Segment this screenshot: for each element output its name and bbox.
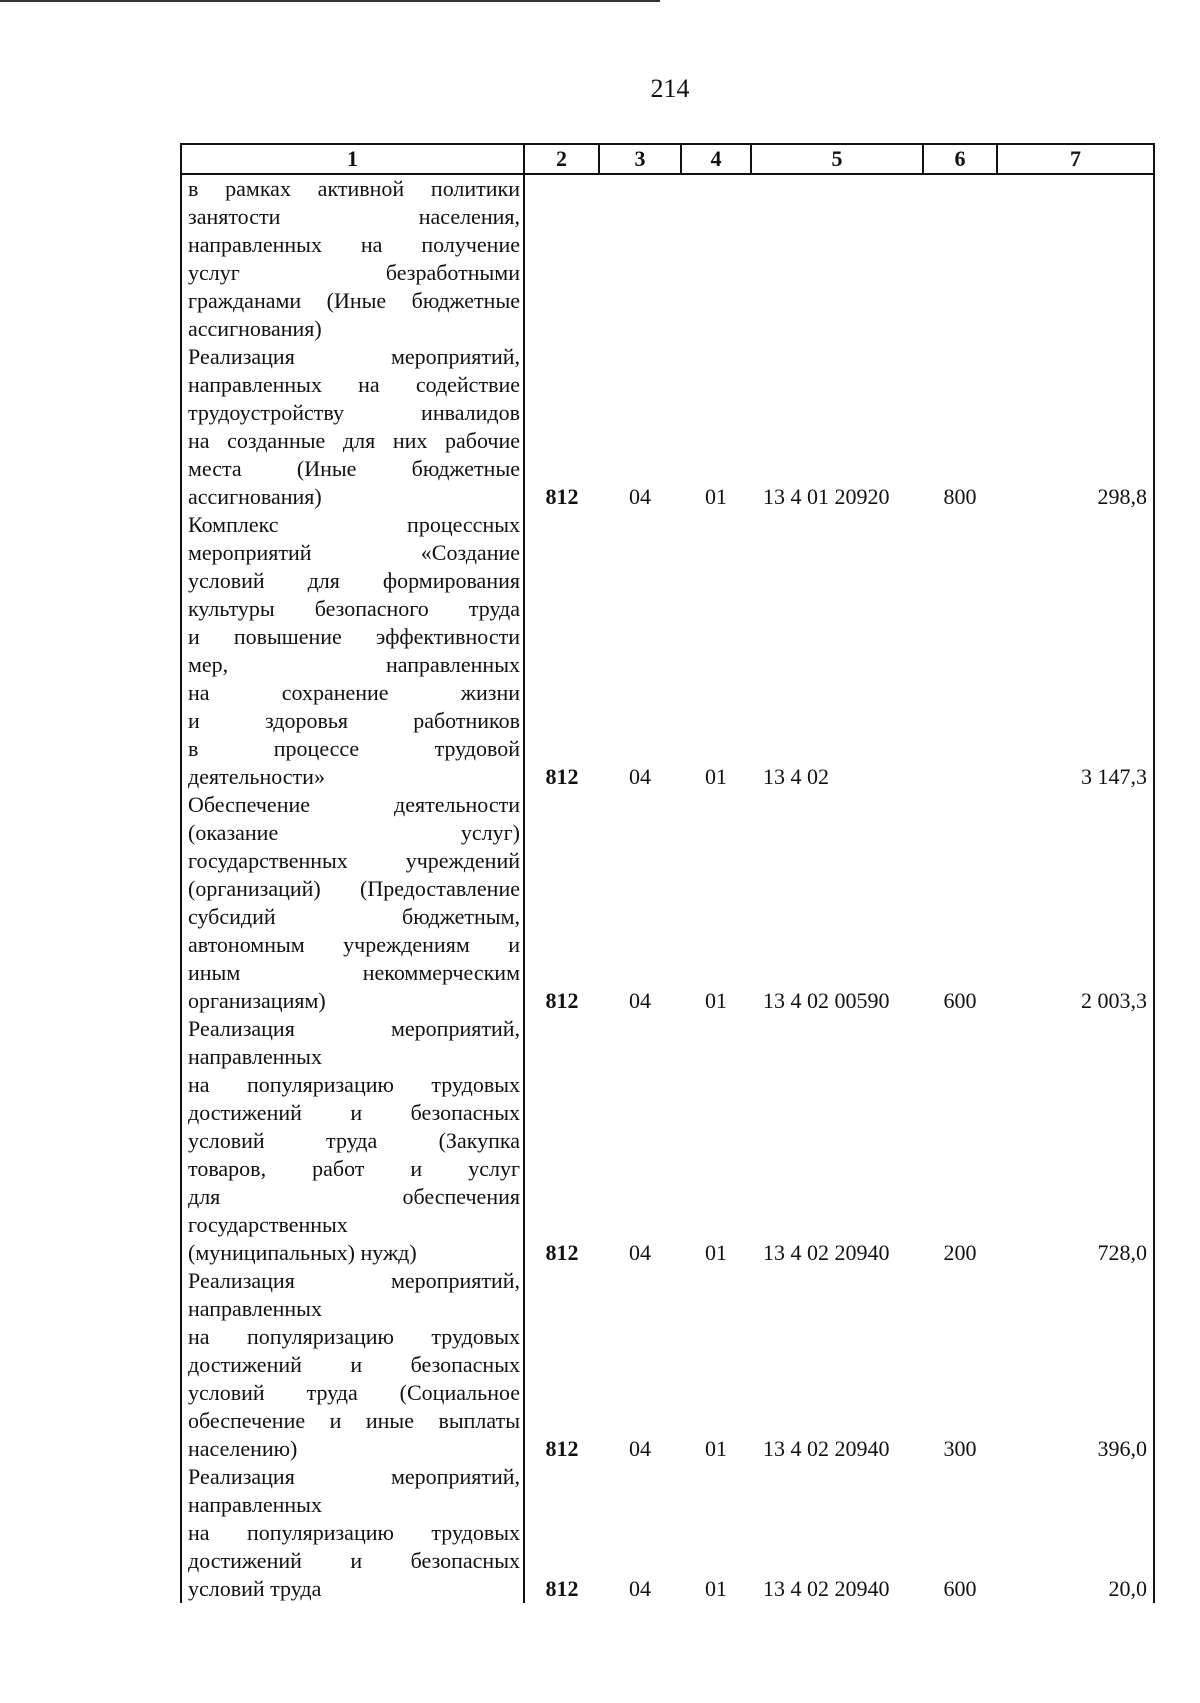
expense-type-code (923, 511, 997, 791)
item-description (181, 511, 524, 791)
description-line: условий труда (188, 1576, 322, 1601)
table-row (181, 791, 1154, 1015)
expense-type-code: 800 (943, 484, 977, 509)
amount-value (997, 174, 1154, 343)
header-cell: 3 (599, 144, 681, 174)
description-line: ассигнования) (188, 484, 322, 509)
description-line: иным некоммерческим (188, 960, 520, 985)
description-line: трудоустройству инвалидов (188, 400, 520, 425)
description-line: ассигнования) (188, 316, 322, 341)
page-number: 214 (650, 74, 690, 103)
table-body (181, 174, 1154, 1603)
description-line: достижений и безопасных (188, 1548, 520, 1573)
top-rule (0, 0, 660, 2)
expense-type-code: 300 (943, 1436, 977, 1461)
description-line: Реализация мероприятий, (188, 1464, 520, 1489)
description-line: Комплекс процессных (188, 512, 520, 537)
description-line: достижений и безопасных (188, 1100, 520, 1125)
item-description (181, 343, 524, 511)
description-line: Реализация мероприятий, (188, 344, 520, 369)
description-line: места (Иные бюджетные (188, 456, 520, 481)
description-line: в процессе трудовой (188, 736, 520, 761)
section-code: 04 (629, 484, 651, 509)
header-cell: 7 (997, 144, 1154, 174)
description-line: направленных на получение (188, 232, 520, 257)
description-line: для обеспечения (188, 1184, 520, 1209)
expense-type-code: 200 (943, 1240, 977, 1265)
section-code: 04 (629, 1576, 651, 1601)
ministry-code: 812 (545, 1240, 579, 1265)
item-description (181, 1463, 524, 1603)
amount-value: 728,0 (997, 1015, 1154, 1267)
header-cell: 5 (751, 144, 923, 174)
subsection-code: 01 (705, 988, 727, 1013)
section-code: 04 (629, 764, 651, 789)
description-line: государственных (188, 1212, 348, 1237)
table-row (181, 511, 1154, 791)
ministry-code (524, 174, 599, 343)
target-article-code: 13 4 02 20940 (763, 1240, 890, 1265)
amount-value: 3 147,3 (997, 511, 1154, 791)
target-article-code: 13 4 02 (763, 764, 829, 789)
description-line: гражданами (Иные бюджетные (188, 288, 520, 313)
description-line: услуг безработными (188, 260, 520, 285)
description-line: обеспечение и иные выплаты (188, 1408, 520, 1433)
description-line: занятости населения, (188, 204, 520, 229)
budget-table (180, 143, 1155, 1603)
ministry-code: 812 (545, 484, 579, 509)
table-row (181, 1463, 1154, 1603)
item-description (181, 791, 524, 1015)
header-cell: 4 (681, 144, 751, 174)
description-line: субсидий бюджетным, (188, 904, 520, 929)
description-line: (организаций) (Предоставление (188, 876, 520, 901)
subsection-code: 01 (705, 484, 727, 509)
section-code (599, 174, 681, 343)
target-article-code: 13 4 02 00590 (763, 988, 890, 1013)
item-description (181, 1015, 524, 1267)
target-article-code: 13 4 02 20940 (763, 1436, 890, 1461)
description-line: на созданные для них рабочие (188, 428, 520, 453)
description-line: условий для формирования (188, 568, 520, 593)
header-row (181, 144, 1154, 174)
expense-type-code (923, 174, 997, 343)
header-cell: 6 (923, 144, 997, 174)
description-line: государственных учреждений (188, 848, 520, 873)
description-line: культуры безопасного труда (188, 596, 520, 621)
header-cell: 1 (181, 144, 524, 174)
description-line: на сохранение жизни (188, 680, 520, 705)
subsection-code: 01 (705, 764, 727, 789)
subsection-code (681, 174, 751, 343)
description-line: направленных на содействие (188, 372, 520, 397)
description-line: организациям) (188, 988, 326, 1013)
table-row (181, 1015, 1154, 1267)
subsection-code: 01 (705, 1576, 727, 1601)
description-line: мероприятий «Создание (188, 540, 520, 565)
description-line: и здоровья работников (188, 708, 520, 733)
subsection-code: 01 (705, 1240, 727, 1265)
description-line: Реализация мероприятий, (188, 1268, 520, 1293)
description-line: условий труда (Закупка (188, 1128, 520, 1153)
amount-value: 2 003,3 (997, 791, 1154, 1015)
amount-value: 396,0 (997, 1267, 1154, 1463)
description-line: (оказание услуг) (188, 820, 520, 845)
target-article-code (751, 174, 923, 343)
ministry-code: 812 (545, 764, 579, 789)
ministry-code: 812 (545, 1576, 579, 1601)
table-row (181, 343, 1154, 511)
description-line: Реализация мероприятий, (188, 1016, 520, 1041)
description-line: направленных (188, 1492, 322, 1517)
description-line: на популяризацию трудовых (188, 1520, 520, 1545)
ministry-code: 812 (545, 988, 579, 1013)
subsection-code: 01 (705, 1436, 727, 1461)
description-line: достижений и безопасных (188, 1352, 520, 1377)
description-line: направленных (188, 1296, 322, 1321)
section-code: 04 (629, 988, 651, 1013)
expense-type-code: 600 (943, 1576, 977, 1601)
target-article-code: 13 4 02 20940 (763, 1576, 890, 1601)
description-line: направленных (188, 1044, 322, 1069)
description-line: населению) (188, 1436, 298, 1461)
description-line: мер, направленных (188, 652, 520, 677)
description-line: товаров, работ и услуг (188, 1156, 520, 1181)
section-code: 04 (629, 1240, 651, 1265)
description-line: условий труда (Социальное (188, 1380, 520, 1405)
item-description (181, 174, 524, 343)
section-code: 04 (629, 1436, 651, 1461)
description-line: и повышение эффективности (188, 624, 520, 649)
description-line: в рамках активной политики (188, 176, 520, 201)
description-line: (муниципальных) нужд) (188, 1240, 417, 1265)
header-cell: 2 (524, 144, 599, 174)
item-description (181, 1267, 524, 1463)
target-article-code: 13 4 01 20920 (763, 484, 890, 509)
description-line: на популяризацию трудовых (188, 1072, 520, 1097)
amount-value: 20,0 (997, 1463, 1154, 1603)
table-row (181, 174, 1154, 343)
description-line: автономным учреждениям и (188, 932, 520, 957)
description-line: на популяризацию трудовых (188, 1324, 520, 1349)
description-line: деятельности» (188, 764, 325, 789)
description-line: Обеспечение деятельности (188, 792, 520, 817)
expense-type-code: 600 (943, 988, 977, 1013)
amount-value: 298,8 (997, 343, 1154, 511)
table-row (181, 1267, 1154, 1463)
ministry-code: 812 (545, 1436, 579, 1461)
